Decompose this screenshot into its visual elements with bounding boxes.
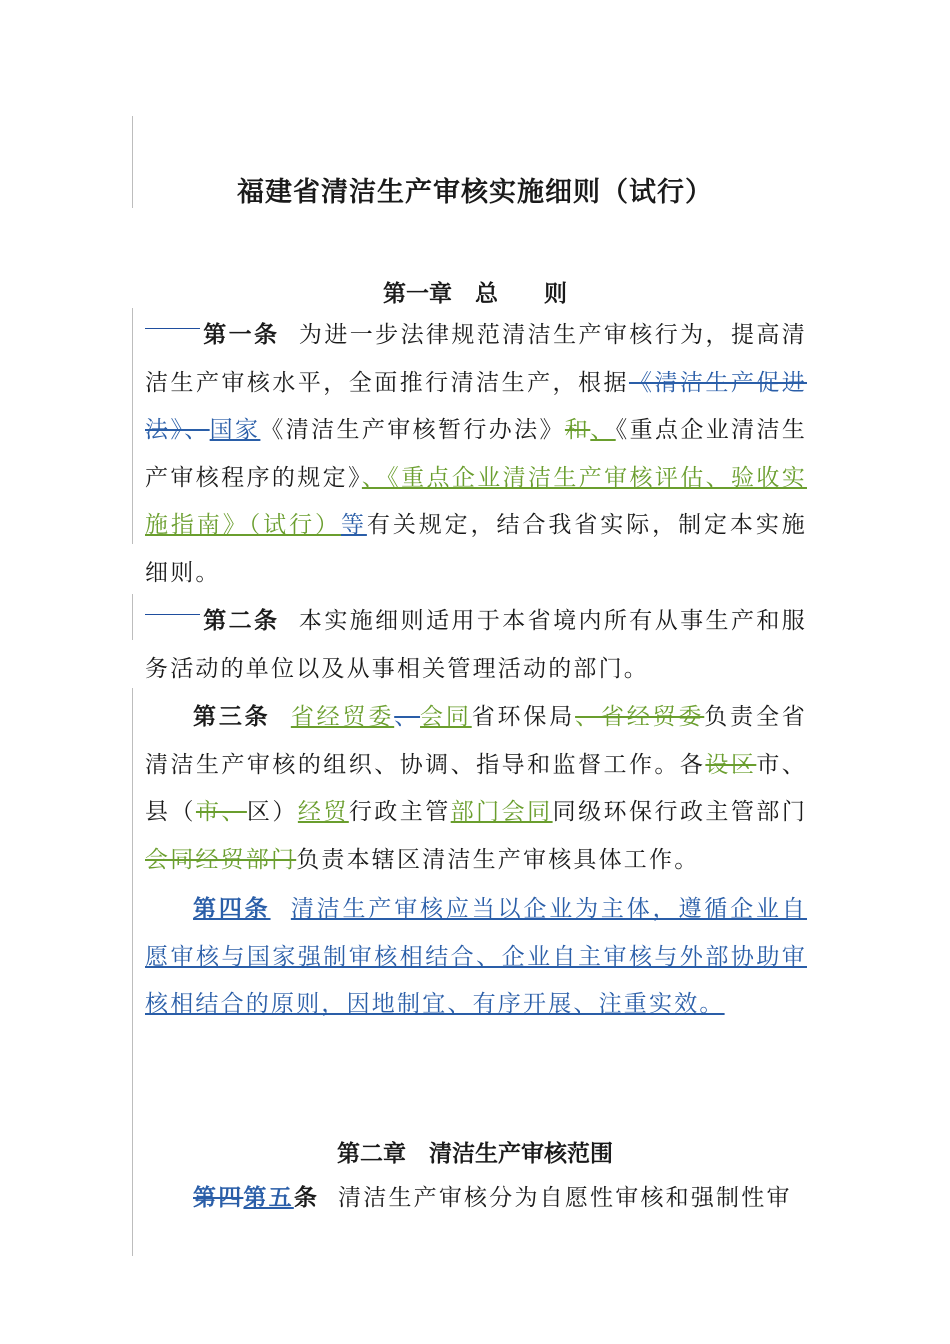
inserted-text: 第五 [243,1185,294,1211]
deleted-text: 市、 [195,799,247,825]
article-label: 第一条 [203,322,280,348]
article-text: 有关规定，结合我省实际，制定本实施细则。 [145,512,807,586]
chapter-heading-2: 第二章 清洁生产审核范围 [337,1141,613,1167]
article-3 [145,694,807,884]
change-bar [132,688,133,1256]
article-label: 第三条 [193,704,271,730]
article-1 [145,312,807,597]
inserted-text: 经贸 [297,799,349,825]
inserted-text: 、 [590,417,616,443]
article-text: 《清洁生产审核暂行办法》 [260,417,565,443]
article-text: 区） [246,799,298,825]
article-label: 条 [293,1185,320,1211]
article-4 [145,886,807,1029]
article-5 [145,1175,807,1223]
article-text: 行政主管 [348,799,451,825]
deleted-text: 设区 [705,751,757,778]
article-text: 市、县（ [145,751,807,825]
article-2 [145,598,807,693]
inserted-text: 、《重点企业清洁生产审核评估、验收实施指南》（试行） [145,464,807,538]
chapter-heading-1: 第一章 总 则 [383,281,567,307]
leader-line [145,327,200,329]
article-text: 负责本辖区清洁生产审核具体工作。 [296,846,700,873]
article-text: 本实施细则适用于本省境内所有从事生产和服务活动的单位以及从事相关管理活动的部门。 [145,608,807,682]
change-bar [132,594,133,640]
inserted-text: 清洁生产审核应当以企业为主体，遵循企业自愿审核与国家强制审核相结合、企业自主审核与外部协助审核相结合的原则，因地制宜、有序开展、注重实效。 [145,896,808,1017]
document-title: 福建省清洁生产审核实施细则（试行） [237,177,713,208]
leader-line [145,613,200,615]
article-label: 第二条 [203,608,280,634]
article-text: 《重点企业清洁生产审核程序的规定》 [145,417,808,491]
article-text: 为进一步法律规范清洁生产审核行为，提高清洁生产审核水平，全面推行清洁生产，根据 [145,322,807,396]
deleted-text: 会同经贸部门 [145,846,297,873]
article-text: 省环保局 [471,704,576,730]
deleted-text: 、 [394,704,421,730]
article-text: 负责全省清洁生产审核的组织、协调、指导和监督工作。各 [145,704,807,778]
deleted-text: 第四 [193,1185,244,1211]
article-text: 清洁生产审核分为自愿性审核和强制性审 [338,1185,792,1211]
article-label: 第四条 [193,896,271,922]
article-text: 同级环保行政主管部门 [552,799,808,825]
deleted-text: 、省经贸委 [575,704,705,730]
inserted-text: 会同 [420,704,472,730]
inserted-text: 部门会同 [450,799,553,825]
inserted-text: 省经贸委 [290,704,395,730]
change-bar [132,308,133,544]
inserted-text: 等 [340,512,367,538]
deleted-text: 和 [564,417,591,443]
inserted-text: 国家 [209,417,261,443]
deleted-text: 《清洁生产促进法》、 [145,369,807,443]
